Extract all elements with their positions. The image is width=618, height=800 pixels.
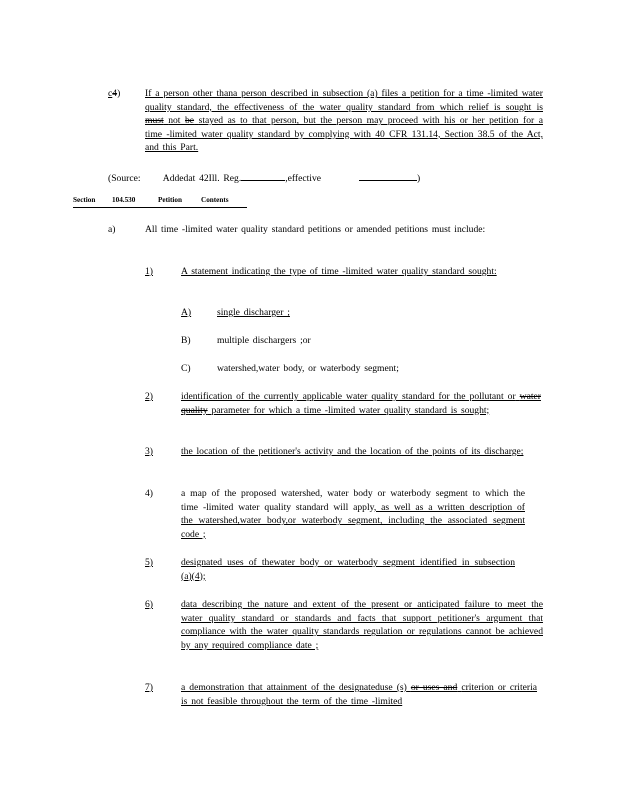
item-6-text: data describing the nature and extent of the present or anticipated failure to meet the water quality standard or standards and facts that support petitioner's argument that compliance with the water quality standards regulation or regulations cannot be achieved by any required compliance date ;: [181, 599, 543, 651]
item-7-number: 7): [145, 682, 153, 693]
section-header-rule: [73, 207, 247, 208]
paragraph-a-text: All time -limited water quality standard petitions or amended petitions must include:: [145, 224, 486, 235]
item-4-text: a map of the proposed watershed, water body or waterbody segment to which the time -limited water quality standard will apply, as well as a written description of the watershed,water body,or waterbody segment, including the associated segment code ;: [181, 488, 525, 540]
item-6-number: 6): [145, 599, 153, 610]
section-title-petition: Petition: [158, 196, 182, 204]
section-number: 104.530: [112, 196, 136, 204]
paragraph-c-label: c4): [108, 88, 121, 99]
subitem-A-text: single discharger ;: [217, 307, 290, 318]
item-2-text: identification of the currently applicable water quality standard for the pollutant or water quality parameter for which a time -limited water quality standard is sought;: [181, 391, 541, 416]
paragraph-a-label: a): [108, 224, 116, 235]
subitem-C-label: C): [181, 363, 191, 374]
subitem-B-label: B): [181, 335, 191, 346]
item-1-text: A statement indicating the type of time -limited water quality standard sought:: [181, 266, 497, 277]
subitem-C-text: watershed,water body, or waterbody segment;: [217, 363, 399, 374]
item-3-text: the location of the petitioner's activity and the location of the points of its discharge;: [181, 446, 524, 457]
item-2-number: 2): [145, 391, 153, 402]
item-7-text: a demonstration that attainment of the designateduse (s) or uses and criterion or criteria is not feasible throughout the term of the time -limited: [181, 682, 538, 707]
source-note: (Source: Addedat 42Ill. Reg. ,effective ): [108, 173, 421, 184]
subitem-A-label: A): [181, 307, 192, 318]
item-5-text: designated uses of thewater body or waterbody segment identified in subsection (a)(4);: [181, 557, 515, 582]
item-4-number: 4): [145, 488, 153, 499]
paragraph-c-text: If a person other thana person described in subsection (a) files a petition for a time -limited water quality standard, the effectiveness of the water quality standard from which relief is sought is must not be stayed as to that person, but the person may proceed with his or her petition for a time -limited water quality standard by complying with 40 CFR 131.14, Section 38.5 of the Act, and this Part.: [145, 88, 543, 154]
subitem-B-text: multiple dischargers ;or: [217, 335, 311, 346]
section-word: Section: [73, 196, 96, 204]
item-5-number: 5): [145, 557, 153, 568]
source-blank-2: [359, 171, 417, 181]
section-title-contents: Contents: [201, 196, 229, 204]
source-blank-1: [241, 171, 285, 181]
item-1-number: 1): [145, 266, 153, 277]
item-3-number: 3): [145, 446, 153, 457]
